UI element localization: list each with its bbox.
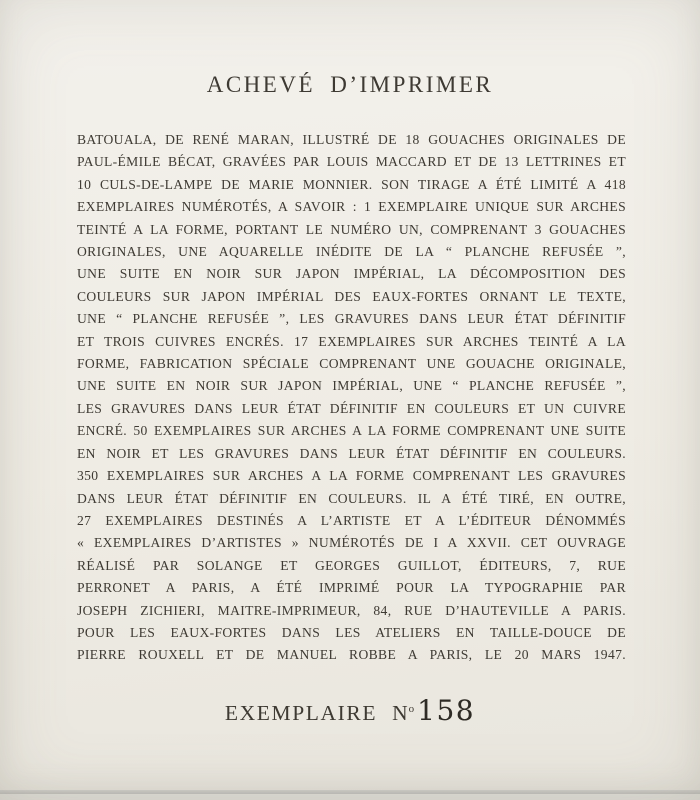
colophon-line: 10 CULS-DE-LAMPE DE MARIE MONNIER. SON TIRAGE A ÉTÉ LIMITÉ A 418	[77, 176, 626, 192]
colophon-line: RÉALISÉ PAR SOLANGE ET GEORGES GUILLOT, ÉDITEURS, 7, RUE	[77, 557, 626, 573]
colophon-line: TEINTÉ A LA FORME, PORTANT LE NUMÉRO UN, COMPRENANT 3 GOUACHES	[77, 221, 626, 237]
colophon-line: JOSEPH ZICHIERI, MAITRE-IMPRIMEUR, 84, RUE D’HAUTEVILLE A PARIS.	[77, 602, 626, 618]
footer-line	[0, 694, 700, 727]
colophon-line: UNE SUITE EN NOIR SUR JAPON IMPÉRIAL, LA DÉCOMPOSITION DES	[77, 266, 626, 282]
colophon-line: UNE SUITE EN NOIR SUR JAPON IMPÉRIAL, UNE “ PLANCHE REFUSÉE ”,	[77, 378, 626, 394]
colophon-line: ORIGINALES, UNE AQUARELLE INÉDITE DE LA “ PLANCHE REFUSÉE ”,	[77, 244, 626, 260]
colophon-line: ENCRÉ. 50 EXEMPLAIRES SUR ARCHES A LA FORME COMPRENANT UNE SUITE	[77, 423, 626, 439]
colophon-line: BATOUALA, DE RENÉ MARAN, ILLUSTRÉ DE 18 GOUACHES ORIGINALES DE	[77, 132, 626, 147]
colophon-line: PIERRE ROUXELL ET DE MANUEL ROBBE A PARIS, LE 20 MARS 1947.	[77, 647, 626, 663]
colophon-line: EXEMPLAIRES NUMÉROTÉS, A SAVOIR : 1 EXEMPLAIRE UNIQUE SUR ARCHES	[77, 199, 626, 215]
colophon-line: « EXEMPLAIRES D’ARTISTES » NUMÉROTÉS DE I A XXVII. CET OUVRAGE	[77, 535, 626, 551]
numero-abbr	[392, 701, 414, 726]
exemplaire-label: EXEMPLAIRE	[224, 701, 378, 725]
numero-letter: N	[392, 701, 408, 725]
page-title: ACHEVÉ D’IMPRIMER	[206, 72, 494, 97]
colophon-line: DANS LEUR ÉTAT DÉFINITIF EN COULEURS. IL A ÉTÉ TIRÉ, EN OUTRE,	[77, 490, 626, 506]
colophon-line: EN NOIR ET LES GRAVURES DANS LEUR ÉTAT DÉFINITIF EN COULEURS.	[77, 445, 626, 461]
colophon-line: PERRONET A PARIS, A ÉTÉ IMPRIMÉ POUR LA TYPOGRAPHIE PAR	[77, 580, 626, 596]
colophon-line: 27 EXEMPLAIRES DESTINÉS A L’ARTISTE ET A L’ÉDITEUR DÉNOMMÉS	[77, 512, 626, 528]
colophon-line: ET TROIS CUIVRES ENCRÉS. 17 EXEMPLAIRES SUR ARCHES TEINTÉ A LA	[77, 333, 626, 349]
colophon-line: FORME, FABRICATION SPÉCIALE COMPRENANT UNE GOUACHE ORIGINALE,	[77, 356, 626, 372]
copy-number: 158	[417, 694, 476, 727]
bottom-paper-sliver	[0, 794, 700, 800]
colophon-line: COULEURS SUR JAPON IMPÉRIAL DES EAUX-FORTES ORNANT LE TEXTE,	[77, 288, 626, 304]
colophon-line: UNE “ PLANCHE REFUSÉE ”, LES GRAVURES DANS LEUR ÉTAT DÉFINITIF	[77, 311, 626, 327]
colophon-line: POUR LES EAUX-FORTES DANS LES ATELIERS EN TAILLE-DOUCE DE	[77, 624, 626, 640]
colophon-line: PAUL-ÉMILE BÉCAT, GRAVÉES PAR LOUIS MACCARD ET DE 13 LETTRINES ET	[77, 154, 626, 170]
colophon-line: LES GRAVURES DANS LEUR ÉTAT DÉFINITIF EN COULEURS ET UN CUIVRE	[77, 400, 626, 416]
colophon	[77, 129, 626, 667]
numero-sup: o	[408, 703, 415, 715]
colophon-line: 350 EXEMPLAIRES SUR ARCHES A LA FORME COMPRENANT LES GRAVURES	[77, 468, 626, 484]
